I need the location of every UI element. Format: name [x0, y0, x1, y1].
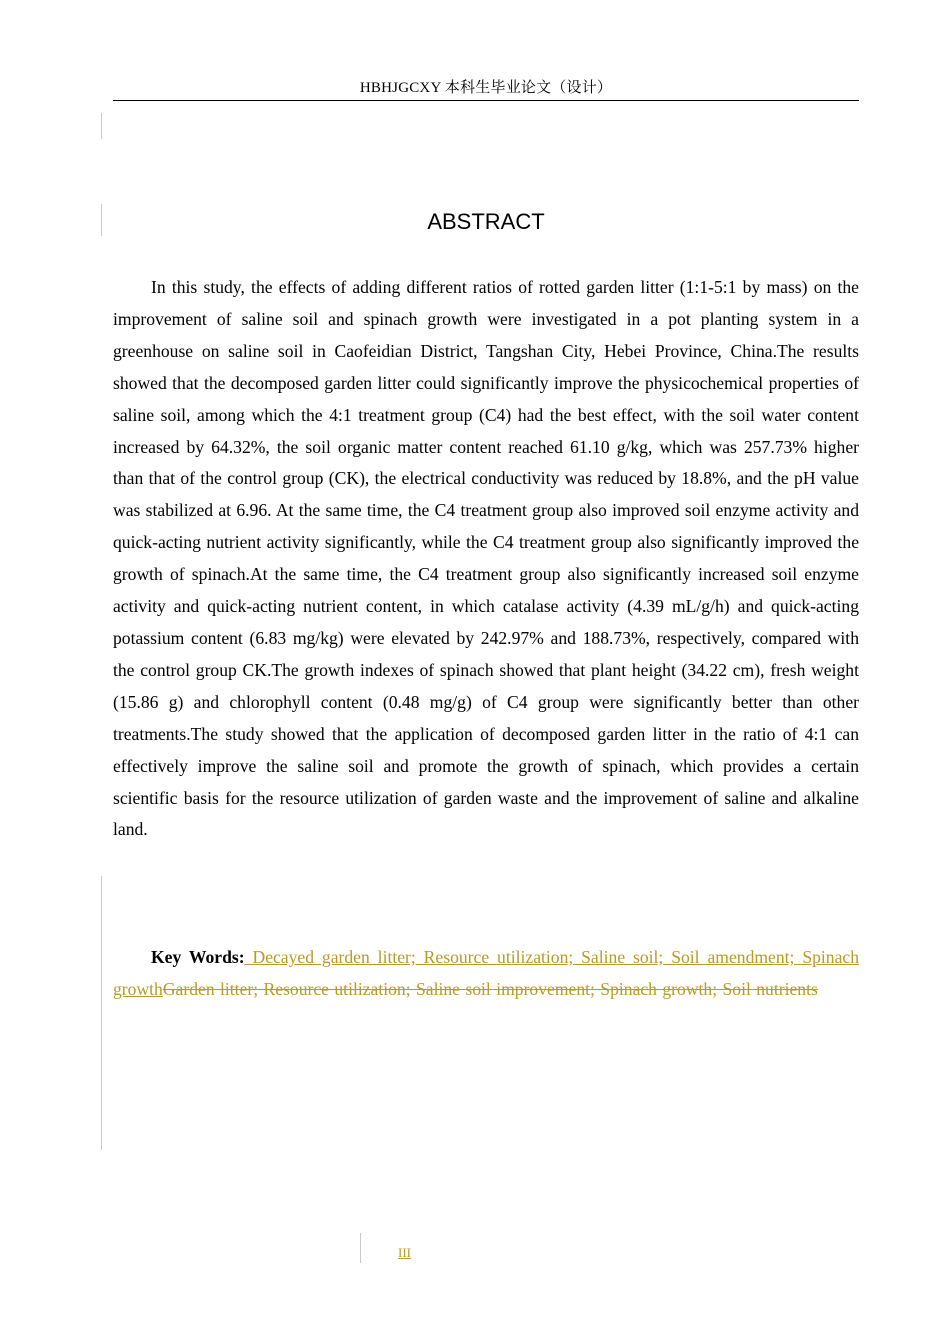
change-bar-keywords [101, 876, 102, 1150]
page-number: III [398, 1245, 411, 1260]
keywords-deleted-text: Garden litter; Resource utilization; Saline soil improvement; Spinach growth; Soil nutrients [162, 978, 818, 999]
abstract-paragraph: In this study, the effects of adding different ratios of rotted garden litter (1:1-5:1 by mass) on the improvement of saline soil and spinach growth were investigated in a pot planting system in a greenhouse on saline soil in Caofeidian District, Tangshan City, Hebei Province, China.The results showed that the decomposed garden litter could significantly improve the physicochemical properties of saline soil, among which the 4:1 treatment group (C4) had the best effect, with the soil water content increased by 64.32%, the soil organic matter content reached 61.10 g/kg, which was 257.73% higher than that of the control group (CK), the electrical conductivity was reduced by 18.8%, and the pH value was stabilized at 6.96. At the same time, the C4 treatment group also improved soil enzyme activity and quick-acting nutrient activity significantly, while the C4 treatment group also significantly improved the growth of spinach.At the same time, the C4 treatment group also significantly increased soil enzyme activity and quick-acting nutrient content, in which catalase activity (4.39 mL/g/h) and quick-acting potassium content (6.83 mg/kg) were elevated by 242.97% and 188.73%, respectively, compared with the control group CK.The growth indexes of spinach showed that plant height (34.22 cm), fresh weight (15.86 g) and chlorophyll content (0.48 mg/g) of C4 group were significantly better than other treatments.The study showed that the application of decomposed garden litter in the ratio of 4:1 can effectively improve the saline soil and promote the growth of spinach, which provides a certain scientific basis for the resource utilization of garden waste and the improvement of saline and alkaline land. [113, 277, 859, 840]
keywords-paragraph [113, 942, 859, 1006]
change-bar-header [101, 113, 102, 139]
change-bar-footer [360, 1233, 361, 1263]
header-divider [113, 100, 859, 101]
abstract-title: ABSTRACT [427, 209, 545, 234]
running-header: HBHJGCXY 本科生毕业论文（设计） [359, 80, 613, 96]
change-bar-title [101, 204, 102, 236]
keywords-label: Key Words: [151, 947, 245, 967]
keywords-inserted-text: Decayed garden litter; Resource utilization; Saline soil; Soil amendment; Spinach growth [113, 947, 860, 999]
